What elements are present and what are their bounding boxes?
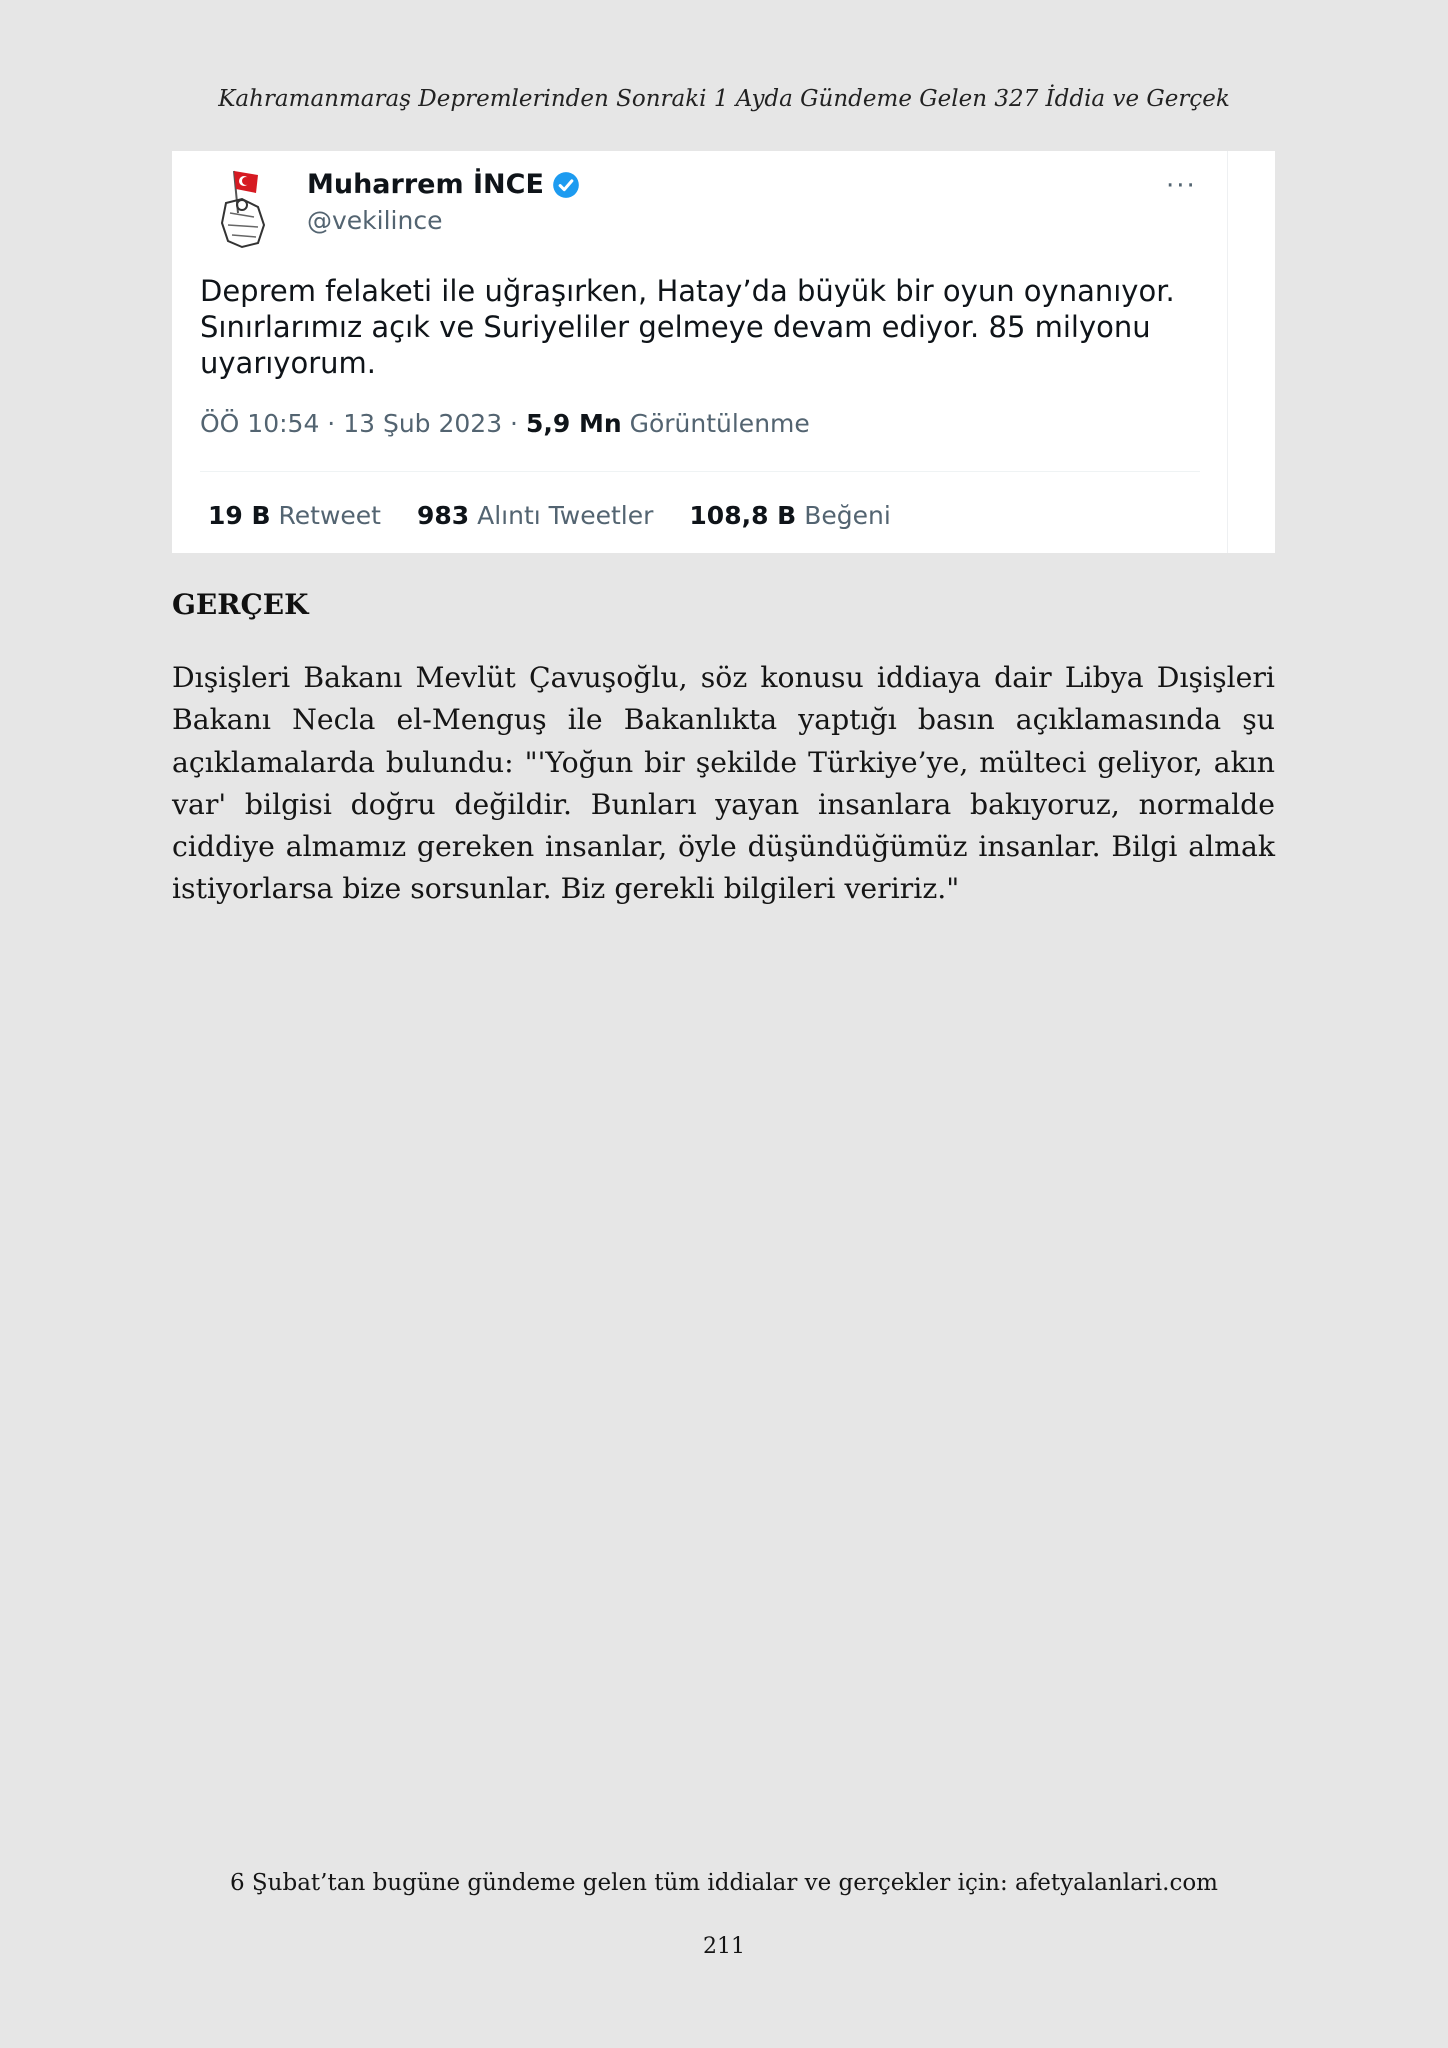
verified-badge-icon — [552, 171, 580, 199]
user-handle[interactable]: @vekilince — [307, 206, 443, 235]
body-paragraph: Dışişleri Bakanı Mevlüt Çavuşoğlu, söz konusu iddiaya dair Libya Dışişleri Bakanı Necla el-Menguş ile Bakanlıkta yaptığı basın açıklamasında şu açıklamalarda bulundu: "'Yoğun bir şekilde Türkiye’ye, mülteci geliyor, akın var' bilgisi doğru değildir. Bunları yayan insanlara bakıyoruz, normalde ciddiye almamız gereken insanlar, öyle düşündüğümüz insanlar. Bilgi almak istiyorlarsa bize sorsunlar. Biz gerekli bilgileri veririz." — [172, 661, 1275, 906]
tweet-text: Deprem felaketi ile uğraşırken, Hatay’da büyük bir oyun oynanıyor. Sınırlarımız açık ve Suriyeliler gelmeye devam ediyor. 85 milyonu uyarıyorum. — [200, 274, 1175, 380]
retweet-label: Retweet — [278, 501, 381, 530]
views-count: 5,9 Mn — [525, 409, 622, 438]
card-edge — [1227, 151, 1228, 553]
section-title: GERÇEK — [172, 588, 309, 621]
like-label: Beğeni — [804, 501, 891, 530]
quote-count: 983 — [416, 501, 470, 530]
footer-note: 6 Şubat’tan bugüne gündeme gelen tüm iddialar ve gerçekler için: afetyalanlari.com — [229, 1870, 1218, 1896]
like-stat[interactable] — [689, 501, 890, 530]
retweet-stat[interactable] — [208, 501, 381, 530]
quote-stat[interactable] — [417, 501, 653, 530]
display-name-text: Muharrem İNCE — [307, 169, 544, 200]
more-options-icon[interactable]: ··· — [1166, 171, 1197, 201]
display-name[interactable] — [307, 169, 580, 200]
running-header: Kahramanmaraş Depremlerinden Sonraki 1 Ayda Gündeme Gelen 327 İddia ve Gerçek — [218, 86, 1230, 112]
tweet-meta — [200, 409, 810, 438]
timestamp[interactable]: ÖÖ 10:54 · 13 Şub 2023 · — [200, 409, 518, 438]
retweet-count: 19 B — [208, 501, 271, 530]
quote-label: Alıntı Tweetler — [477, 501, 654, 530]
like-count: 108,8 B — [689, 501, 797, 530]
tweet-stats — [208, 501, 891, 530]
tweet-card — [172, 151, 1275, 553]
page-number: 211 — [703, 1934, 745, 1959]
views-label: Görüntülenme — [629, 409, 810, 438]
avatar — [212, 163, 282, 253]
divider — [200, 471, 1200, 472]
